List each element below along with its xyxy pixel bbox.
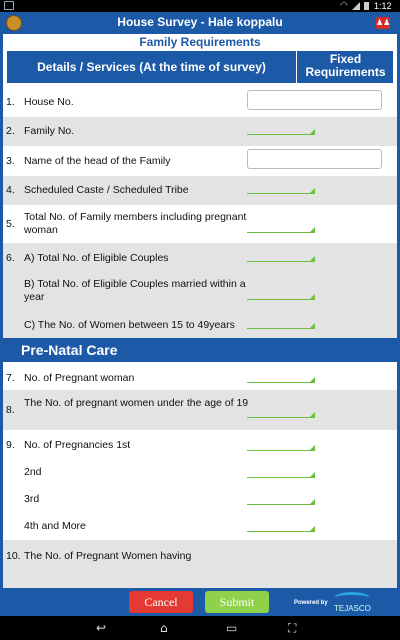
row-head-of-family bbox=[3, 146, 397, 176]
recents-icon[interactable]: ▭ bbox=[226, 621, 238, 635]
tejasco-logo bbox=[334, 592, 370, 604]
row-label: Total No. of Family members including pregnant woman bbox=[24, 211, 247, 236]
family-members-spinner[interactable] bbox=[247, 226, 315, 233]
row-family-members bbox=[3, 205, 397, 243]
head-of-family-input[interactable] bbox=[247, 149, 382, 169]
house-no-input[interactable] bbox=[247, 90, 382, 110]
row-family-no bbox=[3, 117, 397, 146]
row-number: 1. bbox=[6, 96, 15, 108]
section-title: Family Requirements bbox=[3, 34, 397, 51]
row-label: The No. of Pregnant Women having bbox=[24, 550, 192, 562]
women-15-49-spinner[interactable] bbox=[247, 322, 315, 329]
row-label: A) Total No. of Eligible Couples bbox=[24, 252, 169, 264]
brand-name: TEJASCO bbox=[334, 604, 371, 613]
wifi-icon: ◠ bbox=[340, 0, 348, 10]
row-number: 4. bbox=[6, 184, 15, 196]
app-title: House Survey - Hale koppalu bbox=[117, 15, 283, 29]
row-number: 7. bbox=[6, 372, 15, 384]
caste-spinner[interactable] bbox=[247, 187, 315, 194]
pregnant-under-19-spinner[interactable] bbox=[247, 411, 315, 418]
submit-button[interactable]: Submit bbox=[205, 591, 269, 613]
row-caste bbox=[3, 176, 397, 205]
cancel-button[interactable]: Cancel bbox=[129, 591, 193, 613]
row-pregnant-having bbox=[3, 540, 397, 588]
family-no-spinner[interactable] bbox=[247, 128, 315, 135]
row-label: 2nd bbox=[24, 466, 42, 478]
row-number: 8. bbox=[6, 404, 15, 416]
system-nav-bar bbox=[0, 616, 400, 640]
row-number: 6. bbox=[6, 252, 15, 264]
header-details: Details / Services (At the time of survey) bbox=[7, 51, 297, 83]
home-icon[interactable]: ⌂ bbox=[160, 621, 168, 635]
row-label: No. of Pregnant woman bbox=[24, 372, 135, 384]
row-label: The No. of pregnant women under the age of 19 bbox=[24, 397, 249, 409]
status-time: 1:12 bbox=[374, 1, 392, 11]
row-number: 2. bbox=[6, 125, 15, 137]
row-pregnancies bbox=[3, 430, 397, 540]
row-number: 3. bbox=[6, 155, 15, 167]
row-number: 5. bbox=[6, 218, 15, 230]
row-pregnant-under-19 bbox=[3, 390, 397, 430]
row-label: B) Total No. of Eligible Couples married within a year bbox=[24, 278, 246, 303]
pregnancies-4th-spinner[interactable] bbox=[247, 525, 315, 532]
back-icon[interactable]: ↩ bbox=[96, 621, 107, 635]
row-label: Family No. bbox=[24, 125, 75, 137]
row-house-no bbox=[3, 87, 397, 117]
form-container bbox=[0, 34, 400, 588]
row-number: 9. bbox=[6, 439, 15, 451]
header-fixed-line1: Fixed bbox=[329, 52, 362, 66]
notification-icon bbox=[4, 1, 14, 10]
pregnancies-2nd-spinner[interactable] bbox=[247, 471, 315, 478]
app-bar bbox=[0, 12, 400, 34]
row-label: Name of the head of the Family bbox=[24, 155, 171, 167]
row-pregnant-women bbox=[3, 362, 397, 390]
header-fixed-requirements bbox=[298, 53, 393, 79]
prenatal-section-title: Pre-Natal Care bbox=[3, 338, 397, 362]
eligible-couples-spinner[interactable] bbox=[247, 255, 315, 262]
row-label: House No. bbox=[24, 96, 74, 108]
row-label: Scheduled Caste / Scheduled Tribe bbox=[24, 184, 189, 196]
row-number: 10. bbox=[6, 550, 21, 562]
row-label: 4th and More bbox=[24, 520, 86, 532]
pregnancies-1st-spinner[interactable] bbox=[247, 444, 315, 451]
battery-icon bbox=[364, 2, 369, 10]
pregnant-women-spinner[interactable] bbox=[247, 376, 315, 383]
signal-icon bbox=[352, 2, 360, 10]
button-bar bbox=[0, 588, 400, 616]
header-fixed-line2: Requirements bbox=[305, 65, 386, 79]
row-label: C) The No. of Women between 15 to 49years bbox=[24, 319, 235, 331]
row-eligible-couples bbox=[3, 243, 397, 338]
screenshot-icon[interactable]: ⛶ bbox=[288, 621, 297, 635]
row-label: No. of Pregnancies 1st bbox=[24, 439, 131, 451]
pregnancies-3rd-spinner[interactable] bbox=[247, 498, 315, 505]
table-header bbox=[7, 51, 393, 83]
eligible-couples-married-spinner[interactable] bbox=[247, 293, 315, 300]
row-label: 3rd bbox=[24, 493, 40, 505]
status-bar bbox=[0, 0, 400, 12]
form-scroll-area[interactable] bbox=[3, 34, 397, 588]
powered-by-label: Powered by bbox=[294, 600, 328, 606]
family-icon[interactable]: ♟♟ bbox=[376, 18, 391, 27]
